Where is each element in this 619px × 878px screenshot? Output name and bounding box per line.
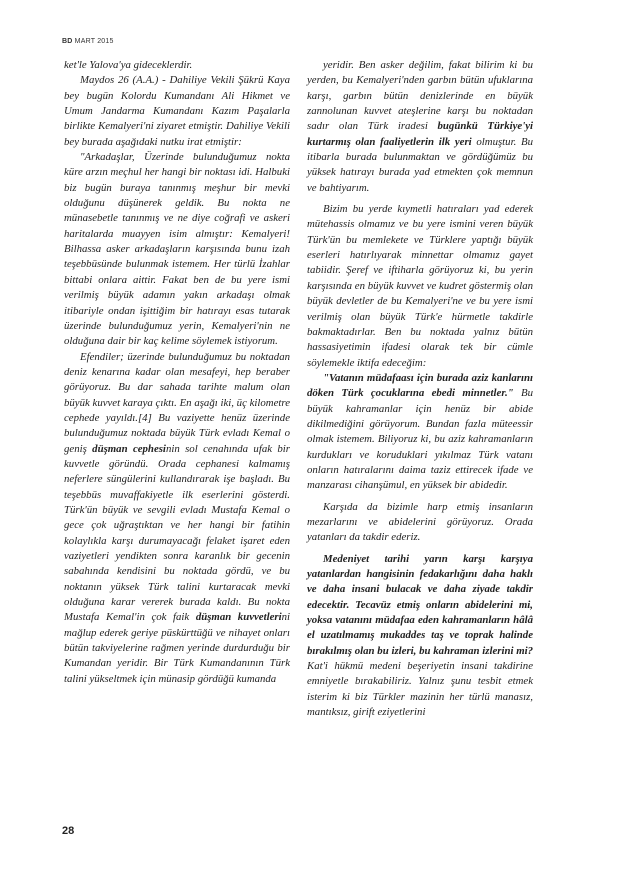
paragraph (307, 58, 533, 196)
right-column (307, 58, 533, 720)
paragraph (307, 371, 533, 494)
body-text: yeridir. Ben asker değilim, fakat bilirim ki bu yerden, bu Kemalyeri'nden garbın bütün ufuklarına karşı, garbın bütün denizlerinde en büyük zannolunan kuvvet ateşlerine karşı bu noktadan sadır olan Türk iradesi (307, 59, 533, 133)
body-text: Kat'i hükmü medeni beşeriyetin insani takdirine emniyetle bırakabiliriz. Yalnız şunu tesbit etmek isterim ki biz Türkler mazinin her türlü manasız, mantıksız, girift eziyetlerini (307, 660, 533, 719)
body-text: nin sol cenahında ufak bir kuvvetle göründü. Orada cephanesi kalmamış neferlere süngülerini kullandırarak işe başladı. Bu teşebbüs muvaffakiyetle ilk eserlerini gösterdi. Türk'ün büyük ve sevgili evladı Mustafa Kemal o gece çok uğraştıktan ve her hangi bir fatihin kolaylıkla karşı durumayacağı felaket işaret eden vaziyetleri yendikten sonra karanlık bir gecenin sabahında kendisini bu noktada gördü, ve bu noktanın yüksek Türk talini kurtaracak mevki olduğuna karar vererek burada kaldı. Bu nokta Mustafa Kemal'in çok faik (64, 442, 290, 624)
body-text: Efendiler; üzerinde bulunduğumuz bu noktadan deniz kenarına kadar olan mesafeyi, hep beraber görüyoruz. Bu dar sahada tarihte malum olan büyük kuvvet karaya çıktı. En aşağı iki, üç kilometre cephede yayıldı.[4] Bu vaziyette henüz üzerinde bulunduğumuz noktada büyük Türk evladı Kemal o geniş (64, 350, 290, 455)
paragraph (307, 552, 533, 721)
body-text: Bizim bu yerde kıymetli hatıraları yad ederek mütehassis olmamız ve bu yere ismini veren büyük Türk'ün bu memlekete ve Türklere yaptığı büyük eserleri hatırlıyarak minnettar olmamız gayet tabiidir. Şeref ve iftiharla görüyoruz ki, bu yerin karşısında en büyük kuvvet ve kudret göstermiş olan büyük devletler de bu Kemalyeri'ne ve bu yere ismi verilmiş olan büyük Türk'e hürmetle takdirle bakmaktadırlar. Ben bu noktada yalnız bütün hassasiyetimin ifadesi olarak tek bir cümle söylemekle iktifa edeceğim: (307, 203, 533, 369)
paragraph (307, 500, 533, 546)
paragraph (64, 150, 290, 349)
body-text: Bu büyük kahramanlar için henüz bir abide dikilmediğini görüyorum. Bundan fazla müteessir olmak istemem. Biliyoruz ki, bu aziz kahramanların kurdukları ve koruduklari yıkılmaz Türk vatanı onların hatıralarını daima taziz ettirecek ifade ve manzarası cihanşümul, en yüksek bir abidedir. (307, 387, 533, 492)
page-number: 28 (62, 825, 75, 837)
emphasized-text: düşman cephesi (92, 442, 166, 455)
emphasized-text: Medeniyet tarihi yarın karşı karşıya yatanlardan hangisinin fedakarlığını daha haklı ve daha insani bulacak ve daha ziyade takdir edecektir. Tecavüz etmiş onların abidelerini mi, yoksa vatanını müdafaa eden kahramanların hâlâ el uzatılmamış mukaddes taş ve toprak halinde bırakılmış olan bu izleri, bu kahraman izlerini mi? (307, 552, 533, 657)
body-text: "Arkadaşlar, Üzerinde bulunduğumuz nokta küre arzın meçhul her hangi bir noktası idi. Halbuki biz bugün buraya tanınmış meşhur bir mevki olduğunu düşünerek geldik. Bu nokta ne münasebetle tanınmış ve ne diye coğrafi ve askeri haritalarda muayyen isim almıştır: Kemalyeri! Bilhassa asker arkadaşların karşısında bunu izah teşebbüsünde bulunmak istemem. Her türlü İzahlar bittabi onlara aittir. Fakat ben de bu yere ismi verilmiş büyük adamın yakın arkadaşı olmak itibariyle ondan işittiğim bir hatırayı esas tutarak üzerinde bulunduğumuz yerin, Kemalyeri'nin ne olduğuna dair bir kaç kelime söylemek istiyorum. (64, 151, 290, 348)
body-text: Maydos 26 (A.A.) - Dahiliye Vekili Şükrü Kaya bey bugün Kolordu Kumandanı Ali Hikmet ve Umum Jandarma Kumandanı Kazım Paşalarla birlikte Kemalyeri'ni ziyaret etmiştir. Dahiliye Vekili bey burada aşağıdaki nutku irat etmiştir: (64, 74, 290, 148)
emphasized-text: bugünkü Türkiye'yi kurtarmış olan faaliyetlerin ilk yeri (307, 120, 533, 148)
issue-date: MART 2015 (74, 38, 114, 45)
body-text: Karşıda da bizimle harp etmiş insanların mezarlarını ve abidelerini görüyoruz. Orada yatanları da takdir ederiz. (307, 500, 533, 544)
running-header (62, 38, 114, 45)
body-text: ket'le Yalova'ya gideceklerdir. (64, 59, 193, 71)
body-text: olmuştur. Bu itibarla burada bulunmaktan ve gördüğümüz bu yüksek hatırayı burada yad etmekten çok memnun ve bahtiyarım. (307, 135, 533, 194)
body-text: ni mağlup ederek geriye püskürttüğü ve nihayet onları bütün takviyelerine rağmen yerinde durdurduğu bir Kumandan yeridir. Bir Türk Kumandanının Türk talini yükseltmek için münasip gördüğü kumanda (64, 611, 290, 685)
emphasized-text: düşman kuvvetleri (195, 611, 282, 624)
paragraph (64, 350, 290, 688)
paragraph (64, 73, 290, 150)
magazine-logo: BD (62, 38, 73, 45)
emphasized-text: "Vatanın müdafaası için burada aziz kanlarını döken Türk çocuklarına ebedi minnetler." (307, 371, 533, 400)
left-column (64, 58, 290, 687)
paragraph (64, 58, 290, 73)
paragraph (307, 202, 533, 371)
